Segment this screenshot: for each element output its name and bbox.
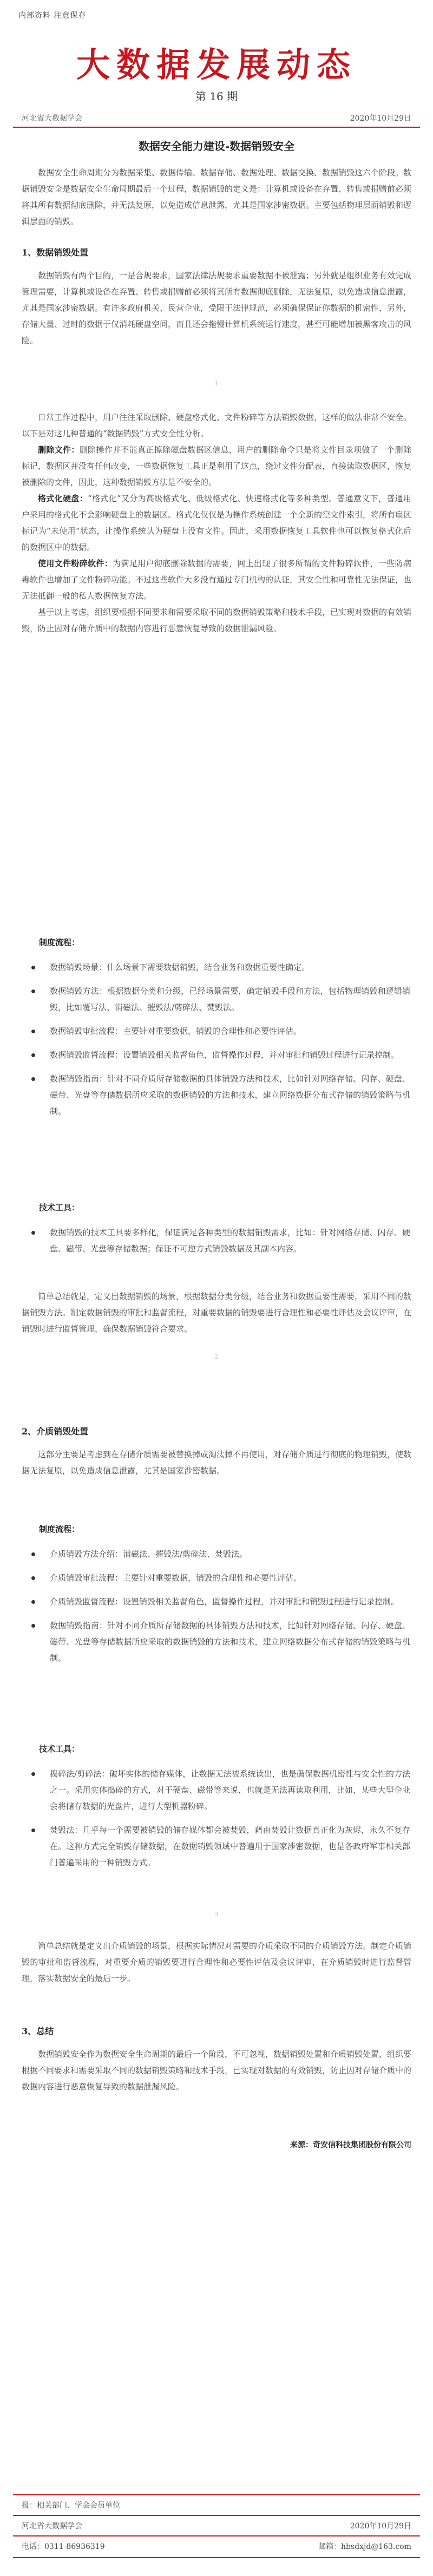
list-item: 数据销毁方法：根据数据分类和分级，已经场景需要，确定销毁手段和方法，包括物理销毁和逻辑销毁，比如覆写法、消磁法、摧毁法/剪碎法、焚毁法。 [31,983,410,1015]
footer-contact-row [22,2541,411,2552]
footer-publisher-row [22,2520,411,2531]
issue-number: 第 16 期 [195,90,238,103]
list-item: 介质销毁方法介绍：消磁法、摧毁法/剪碎法、焚毁法。 [31,1546,410,1562]
paragraph: 基于以上考虑，组织要根据不同要求和需要采取不同的数据销毁策略和技术手段，已实现对数据的有效销毁，防止因对存储介质中的数据内容进行恶意恢复导致的数据泄漏风险。 [22,607,412,633]
bullet-icon [31,1828,35,1832]
section-2-summary [22,1938,411,1987]
list-item: 数据销毁场景：什么场景下需要数据销毁，结合业务和数据重要性确定。 [31,959,410,975]
bullet-icon [31,1077,35,1081]
list-item: 数据销毁指南：针对不同介质所存储数据的具体销毁方法和技术，比如针对网络存储、闪存、硬盘、磁带、光盘等存储数据所应采取的数据销毁的方法和技术，建立网络数据分布式存储的销毁策略与机制。 [31,1617,410,1666]
footer-divider [13,2535,420,2536]
method-text: 删除操作并不能真正擦除磁盘数据区信息，用户的删除命令只是将文件目录项做了一个删除标记，数据区并没有任何改变，一些数据恢复工具正是利用了这点，绕过文件分配表，直接读取数据区，恢复被删除的文件，因此，这种数据销毁方法是不安全的。 [22,445,412,487]
subheading-tools: 技术工具： [39,1203,80,1212]
bullet-icon [31,1772,35,1776]
footer-email: 邮箱：hbsdxjd@163.com [318,2542,411,2551]
footer-date: 2020年10月29日 [350,2522,411,2531]
section-2-intro [22,1446,411,1479]
method-text: 为满足用户彻底删除数据的需要，网上出现了很多所谓的文件粉碎软件，一些防病毒软件也增加了文件粉碎功能。不过这些软件大多没有通过专门机构的认证，其安全性和可靠性无法保证，也无法抵御一般的私人数据恢复方法。 [22,559,412,601]
paragraph: 数据销毁安全作为数据安全生命周期的最后一个阶段，不可忽视，数据销毁处置和介质销毁处置，组织要根据不同要求和需要采取不同的数据销毁策略和技术手段，已实现对数据的有效销毁，防止因对存储介质中的数据内容进行恶意恢复导致的数据泄漏风险。 [22,2049,412,2092]
tools-list [31,1224,410,1264]
list-item: 介质销毁监督流程：设置销毁相关监督角色，监督操作过程，并对审批和销毁过程进行记录控制。 [31,1594,410,1610]
list-item: 数据销毁的技术工具要多样化，保证满足各种类型的数据销毁需求，比如：针对网络存储、闪存、硬盘、磁带、光盘等存储数据；保证不可逆方式销毁数据及其副本内容。 [31,1224,410,1257]
intro-paragraph: 数据安全生命周期分为数据采集、数据传输、数据存储、数据处理、数据交换、数据销毁这六个阶段。数据销毁安全是数据安全生命周期最后一个过程，数据销毁的定义是：计算机或设备在弃置、转售或捐赠前必须将其所有数据彻底删除，并无法复原，以免造成信息泄露，尤其是国家涉密数据。主要包括物理层面销毁和逻辑层面的销毁。 [22,168,412,226]
paragraph: 日常工作过程中，用户往往采取删除、硬盘格式化、文件粉碎等方法销毁数据，这样的做法非常不安全。以下是对这几种普通的“数据销毁”方式安全性分析。 [22,412,412,438]
section-1-paragraphs [22,267,411,349]
list-item: 焚毁法：几乎每一个需要被销毁的储存媒体都会被焚毁，藉由焚毁让数据真正化为灰烬，永久不复存在。这种方式完全销毁存储数据，在数据销毁领域中普遍用于国家涉密数据，也是各政府军事相关部门普遍采用的一种销毁方式。 [31,1822,410,1871]
paragraph: 数据销毁有两个目的，一是合规要求，国家法律法规要求重要数据不被泄露；另外就是组织业务有效完成管理需要，计算机或设备在弃置、转售或捐赠前必须将其所有数据彻底删除，无法复原，以免造成信息泄露，尤其是国家涉密数据。有许多政府机关、民营企业，受限于法律规范，必须确保保证你数据的机密性，另外，存储大量、过时的数据于仅消耗硬盘空间，而且还会拖慢计算机系统运行速度，甚至可能增加被黑客攻击的风险。 [22,271,412,345]
article-source: 来源：奇安信科技集团股份有限公司 [290,2141,411,2149]
method-term: 格式化硬盘： [38,494,88,503]
footer-publisher: 河北省大数据学会 [22,2522,82,2531]
masthead-title: 大数据发展动态 [76,45,357,84]
footer-distribution [22,2500,411,2511]
confidential-label: 内部资料 注意保存 [18,11,87,20]
process-list [31,959,410,1127]
footer-phone: 电话：0311-86936319 [22,2542,105,2551]
page-number: 2 [214,1353,219,1360]
process-list [31,1546,410,1674]
section-1-summary [22,1288,411,1337]
publisher-name: 河北省大数据学会 [22,114,82,123]
method-paragraph [22,555,411,604]
method-paragraph [22,490,411,555]
list-item: 捣碎法/剪碎法：破坏实体的储存媒体，让数据无法被系统读出，也是确保数据机密性与安全性的方法之一。采用实体捣碎的方式，对于硬盘、磁带等来说，也就是无法再读取利用，比如，某些大型企业会将储存数据的光盘片，进行大型机器粉碎。 [31,1766,410,1814]
bullet-icon [31,1552,35,1556]
footer-divider-top [13,2494,420,2495]
paragraph: 简单总结就是定义出介质销毁的场景，根据实际情况对需要的介质采取不同的介质销毁方法。制定介质销毁的审批和监督流程，对重要介质的销毁要进行合理性和必要性评估及会议评审，在介质销毁时进行监督管理，落实数据安全的最后一步。 [22,1941,412,1983]
article-intro [22,165,411,230]
paragraph: 简单总结就是，定义出数据销毁的场景，根据数据分类分级，结合业务和数据重要性需要，采用不同的数据销毁方法。制定数据销毁的审批和监督流程，对重要数据的销毁要进行合理性和必要性评估及会议评审，在销毁时进行监督管理，确保数据销毁符合要求。 [22,1292,412,1334]
method-term: 删除文件： [38,445,80,455]
bullet-icon [31,1576,35,1580]
footer-divider-bottom [13,2557,420,2558]
page-number: 3 [214,1911,219,1918]
subheading-process: 制度流程： [39,938,80,947]
bullet-icon [31,1231,35,1235]
bullet-icon [31,966,35,969]
list-item: 数据销毁审批流程：主要针对重要数据，销毁的合理性和必要性评估。 [31,1023,410,1039]
section-1-paragraphs-cont [22,409,411,637]
footer-divider [13,2515,420,2516]
list-item: 数据销毁指南：针对不同介质所存储数据的具体销毁方法和技术，比如针对网络存储、闪存、硬盘、磁带、光盘等存储数据所应采取的数据销毁的方法和技术，建立网络数据分布式存储的销毁策略与机制。 [31,1071,410,1119]
section-heading: 3、总结 [22,2026,54,2036]
bullet-icon [31,1053,35,1057]
page-number: 1 [214,380,219,387]
method-term: 使用文件粉碎软件： [38,559,113,568]
publisher-row [22,113,411,123]
bullet-icon [31,989,35,993]
section-heading: 2、介质销毁处置 [22,1426,89,1437]
list-item: 介质销毁审批流程：主要针对重要数据，销毁的合理性和必要性评估。 [31,1570,410,1586]
header-divider [13,127,420,128]
tools-list [31,1766,410,1878]
bullet-icon [31,1030,35,1033]
bullet-icon [31,1624,35,1628]
publish-date: 2020年10月29日 [350,114,411,123]
section-heading: 1、数据销毁处置 [22,247,89,258]
list-item: 数据销毁监督流程：设置销毁相关监督角色，监督操作过程，并对审批和销毁过程进行记录控制。 [31,1047,410,1063]
distribution-text: 报：相关部门、学会会员单位 [22,2501,120,2510]
section-3-text [22,2046,411,2095]
bullet-icon [31,1600,35,1604]
method-text: “格式化”又分为高级格式化、低级格式化、快速格式化等多种类型。普通意义下，普通用户采用的格式化不会影响硬盘上的数据区。格式化仅仅是为操作系统创建一个全新的空文件索引，将所有扇区标记为“未使用”状态，让操作系统认为硬盘上没有文件。因此，采用数据恢复工具软件也可以恢复格式化后的数据区中的数据。 [22,494,412,552]
article-title: 数据安全能力建设-数据销毁安全 [138,140,295,153]
paragraph: 这部分主要是考虑到在存储介质需要被替换掉或淘汰掉不再使用，对存储介质进行彻底的物理销毁，使数据无法复原，以免造成信息泄露，尤其是国家涉密数据。 [22,1450,412,1476]
subheading-process: 制度流程： [39,1524,80,1534]
method-paragraph [22,442,411,490]
subheading-tools: 技术工具： [39,1744,80,1754]
